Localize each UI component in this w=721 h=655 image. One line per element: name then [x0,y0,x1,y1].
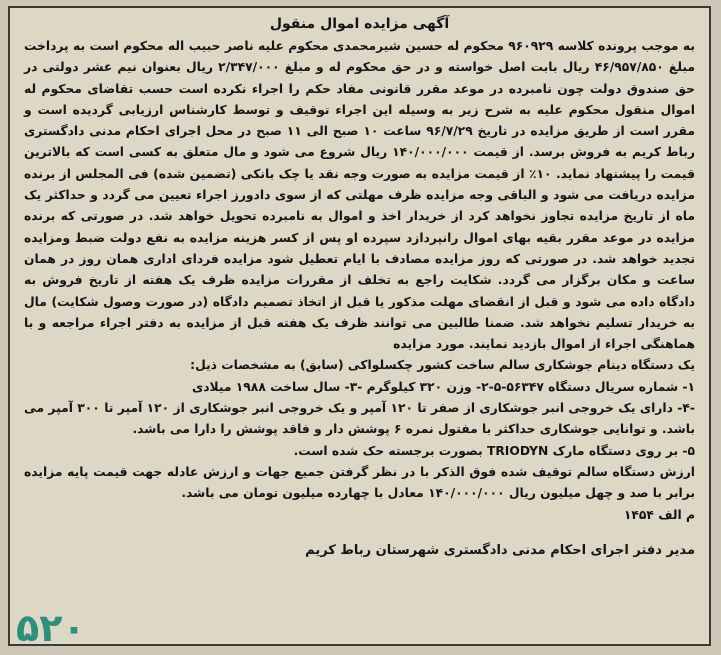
notice-title: آگهی مزایده اموال منقول [269,16,450,32]
spec-item: ۵- بر روی دستگاه مارک TRIODYN بصورت برجسته حک شده است. [293,443,695,458]
valuation-text: ارزش دستگاه سالم توقیف شده فوق الذکر با در نظر گرفتن جمیع جهات و ارزش عادله جهت قیمت پایه مزایده برابر با صد و چهل میلیون ریال ۱۴۰/۰۰۰/۰۰۰ معادل با چهارده میلیون تومان می باشد. [24,464,695,501]
notice-intro: به موجب پرونده کلاسه ۹۶۰۹۲۹ محکوم له حسین شیرمحمدی محکوم علیه ناصر حبیب اله محکوم است به پرداخت مبلغ ۴۶/۹۵۷/۸۵۰ ریال بابت اصل خواسته و در حق محکوم له و مبلغ ۲/۳۴۷/۰۰۰ ریال بعنوان نیم عشر دولتی در حق صندوق دولت چون نامبرده در موعد مقرر قانونی مفاد حکم را اجراء نکرده است حسب تقاضای محکوم له اموال منقول محکوم علیه به شرح زیر به وسیله این اجراء توقیف و توسط کارشناس ارزیابی گردیده است و مقرر است از طریق مزایده در تاریخ ۹۶/۷/۲۹ ساعت ۱۰ صبح الی ۱۱ صبح در محل اجرای احکام مدنی دادگستری رباط کریم به فروش برسد. از قیمت ۱۴۰/۰۰۰/۰۰۰ ریال شروع می شود و مال متعلق به کسی است که بالاترین قیمت را پیشنهاد نماید. ۱۰٪ از قیمت مزایده به صورت وجه نقد یا چک بانکی (تضمین شده) فی المجلس از برنده مزایده دریافت می شود و الباقی وجه مزایده ظرف مهلتی که از سوی دادورز اجراء تعیین می گردد و حداکثر یک ماه از تاریخ مزایده تجاوز نخواهد کرد از خریدار اخذ و اموال به نامبرده تحویل خواهد شد. در صورتی که برنده مزایده در موعد مقرر بقیه بهای اموال رانپردازد سپرده او پس از کسر هزینه مزایده به نفع دولت ضبط ومزایده تجدید خواهد شد. در صورتی که روز مزایده مصادف با ایام تعطیل شود مزایده فردای اداری همان روز در همان ساعت و مکان برگزار می گردد. شکایت راجع به تخلف از مقررات مزایده ظرف یک هفته از تاریخ فروش به دادگاه داده می شود و قبل از انقضای مهلت مذکور یا قبل از اتخاذ تصمیم دادگاه (در صورت وصول شکایت) مال به خریدار تسلیم نخواهد شد. ضمنا طالبین می توانند ظرف یک هفته قبل از مزایده به دفتر اجراء مراجعه و با هماهنگی اجراء از اموال بازدید نمایند. مورد مزایده [24,39,695,352]
notice-code: م الف ۱۴۵۴ [623,507,695,522]
notice-paper [8,6,711,646]
handwritten-number: ۵۲۰ [16,606,86,646]
signature-line: مدیر دفتر اجرای احکام مدنی دادگستری شهرستان رباط کریم [305,542,695,558]
spec-item: ۱- شماره سریال دستگاه ۵۶۳۴۷-۵-۲- وزن ۳۲۰ کیلوگرم -۳- سال ساخت ۱۹۸۸ میلادی [191,379,695,394]
auction-subject: یک دستگاه دینام جوشکاری سالم ساخت کشور چکسلواکی (سابق) به مشخصات ذیل: [190,358,695,373]
specs-list [24,377,695,462]
spec-item: -۴- دارای یک خروجی انبر جوشکاری از صفر تا ۱۲۰ آمپر و یک خروجی انبر جوشکاری از ۱۲۰ آمپر تا ۳۰۰ آمپر می باشد. و توانایی جوشکاری حداکثر با مفتول نمره ۶ پوشش دار و فاقد پوشش را دارا می باشد. [24,401,695,437]
